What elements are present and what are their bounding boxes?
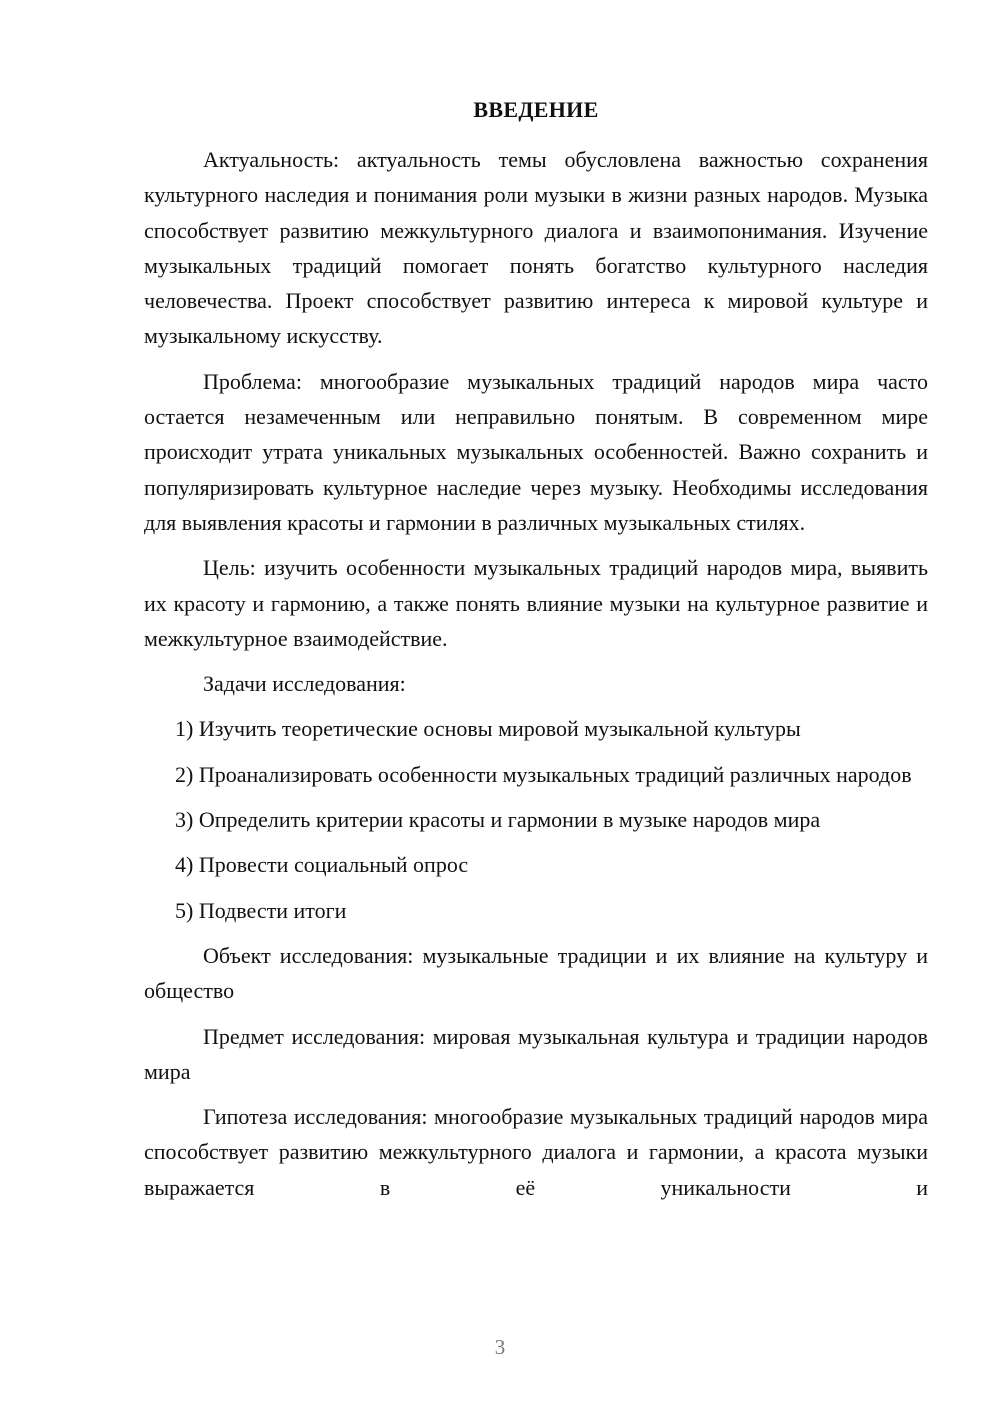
task-item-2: 2) Проанализировать особенности музыкальных традиций различных народов — [175, 761, 912, 787]
page-number: 3 — [494, 1335, 506, 1359]
relevance-paragraph: Актуальность: актуальность темы обусловлена важностью сохранения культурного наследия и понимания роли музыки в жизни разных народов. Музыка способствует развитию межкультурного диалога и взаимопонимания. Изучение музыкальных традиций помогает понять богатство культурного наследия человечества. Проект способствует развитию интереса к мировой культуре и музыкальному искусству. — [144, 147, 928, 349]
goal-paragraph: Цель: изучить особенности музыкальных традиций народов мира, выявить их красоту и гармонию, а также понять влияние музыки на культурное развитие и межкультурное взаимодействие. — [144, 555, 928, 651]
task-item-4: 4) Провести социальный опрос — [175, 852, 469, 878]
task-item-1: 1) Изучить теоретические основы мировой музыкальной культуры — [175, 716, 801, 742]
task-item-3: 3) Определить критерии красоты и гармонии в музыке народов мира — [175, 807, 821, 833]
hypothesis-paragraph: Гипотеза исследования: многообразие музыкальных традиций народов мира способствует развитию межкультурного диалога и гармонии, а красота музыки выражается в её уникальности и — [144, 1104, 928, 1200]
page-content — [144, 95, 928, 1215]
object-paragraph: Объект исследования: музыкальные традиции и их влияние на культуру и общество — [144, 942, 928, 1004]
problem-paragraph: Проблема: многообразие музыкальных традиций народов мира часто остается незамеченным или неправильно понятым. В современном мире происходит утрата уникальных музыкальных особенностей. Важно сохранить и популяризировать культурное наследие через музыку. Необходимы исследования для выявления красоты и гармонии в различных музыкальных стилях. — [144, 368, 928, 535]
tasks-heading: Задачи исследования: — [203, 671, 406, 697]
subject-paragraph: Предмет исследования: мировая музыкальная культура и традиции народов мира — [144, 1023, 928, 1084]
task-item-5: 5) Подвести итоги — [175, 897, 347, 923]
section-title: ВВЕДЕНИЕ — [473, 97, 599, 122]
